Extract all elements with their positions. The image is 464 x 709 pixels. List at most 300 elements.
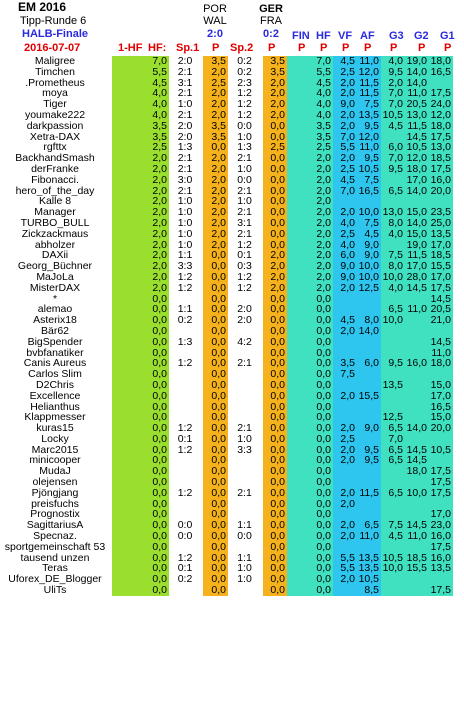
cell-hfr: 3,5 — [311, 121, 333, 132]
cell-g3: 10,0 — [382, 271, 403, 283]
player-name: SagittariusA — [26, 520, 84, 532]
player-name: BackhandSmash — [15, 153, 95, 164]
cell-sp1: 1:2 — [169, 272, 203, 283]
player-name: DAXii — [41, 250, 69, 262]
cell-g3 — [381, 132, 405, 143]
cell-sp2 — [228, 585, 263, 596]
player-name: kuras15 — [36, 423, 74, 434]
cell-af: 11,0 — [357, 142, 381, 153]
cell-g3: 6,5 — [381, 186, 405, 197]
cell-hf2: 0,0 — [144, 531, 169, 542]
cell-fin — [287, 542, 311, 553]
cell-sp1 — [169, 380, 203, 391]
cell-vf: 9,0 — [333, 272, 357, 283]
cell-p1: 0,0 — [203, 261, 228, 272]
cell-g2: 11,5 — [405, 250, 429, 261]
cell-sp2: 2:1 — [228, 186, 263, 197]
cell-g1: 14,5 — [430, 336, 451, 348]
cell-hfr: 0,0 — [311, 488, 333, 499]
player-name: abholzer — [34, 239, 76, 251]
cell-af: 9,5 — [357, 153, 381, 164]
cell-sp1: 0:1 — [169, 434, 203, 445]
cell-g3 — [381, 402, 405, 413]
cell-p2: 0,0 — [263, 337, 287, 348]
cell-g2 — [405, 391, 429, 402]
col-p-vf: P — [342, 42, 350, 54]
cell-hf2: 2,0 — [144, 283, 169, 294]
cell-sp2: 2:0 — [228, 304, 263, 315]
cell-hf1 — [112, 488, 144, 499]
cell-sp2: 2:1 — [228, 207, 263, 218]
table-row — [0, 402, 453, 413]
cell-p1: 2,0 — [203, 110, 228, 121]
cell-hfr: 0,0 — [311, 477, 333, 488]
cell-g1: 17,5 — [430, 163, 451, 175]
cell-p1: 2,0 — [203, 218, 228, 229]
cell-g3: 2,0 — [381, 78, 405, 89]
cell-hf1 — [112, 315, 144, 326]
cell-g3 — [381, 391, 405, 402]
cell-af: 7,5 — [357, 99, 381, 110]
cell-af: 8,0 — [357, 315, 381, 326]
cell-hfr: 2,0 — [311, 164, 333, 175]
cell-fin — [287, 488, 311, 499]
cell-g3: 7,5 — [381, 520, 405, 531]
cell-vf — [333, 477, 357, 488]
cell-g1: 17,0 — [430, 390, 451, 402]
cell-g3: 6,0 — [381, 142, 405, 153]
cell-sp2 — [228, 509, 263, 520]
cell-g1: 17,5 — [430, 541, 451, 553]
cell-fin — [287, 240, 311, 251]
cell-sp2: 2:3 — [228, 78, 263, 89]
col-fin: FIN — [292, 30, 310, 42]
cell-sp1: 1:2 — [169, 553, 203, 564]
player-name: MaJoLa — [36, 271, 74, 283]
cell-g1: 16,0 — [430, 552, 451, 564]
cell-g1 — [429, 369, 453, 380]
cell-hfr: 2,0 — [311, 261, 333, 272]
cell-g2 — [405, 326, 429, 337]
table-row — [0, 294, 453, 305]
table-row — [0, 175, 453, 186]
cell-hf1 — [112, 574, 144, 585]
player-name: olejensen — [32, 477, 78, 488]
cell-g1: 17,5 — [430, 477, 451, 488]
cell-p1: 0,0 — [203, 412, 228, 423]
cell-sp1 — [169, 294, 203, 305]
cell-g2 — [405, 402, 429, 413]
cell-hfr: 4,0 — [311, 99, 333, 110]
cell-af: 15,5 — [358, 390, 379, 402]
cell-vf: 2,5 — [333, 67, 357, 78]
cell-hf1 — [112, 369, 144, 380]
cell-sp1: 2:1 — [169, 67, 203, 78]
cell-sp1: 0:1 — [169, 563, 203, 574]
cell-hf2: 0,0 — [144, 499, 169, 510]
cell-sp2: 1:1 — [228, 553, 263, 564]
cell-g2 — [405, 542, 429, 553]
cell-hf2: 0,0 — [144, 488, 169, 499]
cell-g3 — [381, 585, 405, 596]
cell-sp2: 0:2 — [228, 56, 263, 67]
cell-vf — [333, 509, 357, 520]
cell-hf1 — [112, 563, 144, 574]
cell-p1: 0,0 — [203, 272, 228, 283]
cell-hf2: 0,0 — [144, 585, 169, 596]
cell-sp1: 1:0 — [169, 99, 203, 110]
cell-sp1: 2:0 — [169, 132, 203, 143]
cell-p1: 0,0 — [203, 423, 228, 434]
cell-hf1 — [112, 477, 144, 488]
cell-af: 12,0 — [358, 131, 379, 143]
cell-p2: 0,0 — [263, 520, 287, 531]
table-row — [0, 218, 453, 229]
cell-hfr: 0,0 — [311, 412, 333, 423]
cell-p2: 2,0 — [263, 78, 287, 89]
cell-g2 — [405, 294, 429, 305]
cell-af: 10,0 — [358, 271, 379, 283]
cell-fin — [287, 142, 311, 153]
cell-hfr: 0,0 — [311, 423, 333, 434]
cell-fin — [287, 585, 311, 596]
cell-p2: 0,0 — [263, 380, 287, 391]
cell-g1: 18,0 — [430, 120, 451, 132]
cell-hf2: 2,0 — [144, 207, 169, 218]
cell-fin — [287, 294, 311, 305]
cell-p2: 2,0 — [263, 261, 287, 272]
table-row — [0, 78, 453, 89]
cell-g3: 9,5 — [381, 164, 405, 175]
cell-p2: 2,0 — [263, 99, 287, 110]
cell-g3 — [381, 466, 405, 477]
cell-g3: 10,5 — [382, 552, 403, 564]
col-p1: P — [212, 42, 220, 54]
cell-p1: 0,0 — [203, 402, 228, 413]
col-g2: G2 — [414, 30, 429, 42]
cell-hf2: 0,0 — [144, 574, 169, 585]
cell-p1: 2,0 — [203, 153, 228, 164]
cell-hf1 — [112, 531, 144, 542]
cell-sp1 — [169, 402, 203, 413]
cell-g2: 28,0 — [406, 271, 427, 283]
cell-g1: 17,5 — [430, 585, 451, 596]
cell-p2: 0,0 — [263, 348, 287, 359]
stage-label: HALB-Finale — [22, 28, 88, 40]
cell-p1: 0,0 — [203, 315, 228, 326]
cell-fin — [287, 563, 311, 574]
cell-af: 10,5 — [358, 574, 379, 586]
cell-hf2: 0,0 — [144, 358, 169, 369]
cell-hf1 — [112, 326, 144, 337]
cell-hf2: 2,0 — [144, 240, 169, 251]
cell-sp1: 1:0 — [169, 240, 203, 251]
cell-g2: 13,0 — [406, 109, 427, 121]
table-row — [0, 455, 453, 466]
cell-g1: 16,5 — [430, 66, 451, 78]
cell-g3: 12,5 — [382, 412, 403, 424]
cell-g2: 11,0 — [405, 88, 429, 99]
cell-vf — [333, 294, 357, 305]
cell-hfr: 2,0 — [311, 218, 333, 229]
cell-hf1 — [112, 207, 144, 218]
cell-hf2: 4,0 — [144, 99, 169, 110]
cell-af — [357, 542, 381, 553]
table-row — [0, 337, 453, 348]
cell-g3 — [381, 348, 405, 359]
cell-hf2: 0,0 — [144, 391, 169, 402]
col-p2: P — [268, 42, 276, 54]
cell-hfr: 3,5 — [311, 132, 333, 143]
cell-hf2: 0,0 — [144, 304, 169, 315]
cell-p1: 0,0 — [203, 499, 228, 510]
cell-g2: 14,5 — [406, 455, 427, 467]
cell-sp2 — [228, 402, 263, 413]
cell-af — [357, 369, 381, 380]
cell-af — [357, 294, 381, 305]
cell-vf: 4,5 — [333, 56, 357, 67]
cell-p1: 0,0 — [203, 326, 228, 337]
cell-hf1 — [112, 250, 144, 261]
cell-hf2: 0,0 — [144, 402, 169, 413]
cell-hfr: 2,0 — [311, 153, 333, 164]
cell-fin — [287, 196, 311, 207]
cell-g1: 12,0 — [430, 109, 451, 121]
cell-g3: 4,0 — [381, 56, 405, 67]
col-hf: HF — [316, 30, 331, 42]
cell-af — [357, 509, 381, 520]
cell-sp1 — [169, 477, 203, 488]
cell-fin — [287, 337, 311, 348]
cell-af: 10,0 — [358, 207, 379, 218]
cell-vf: 2,0 — [333, 423, 357, 434]
cell-g1 — [429, 574, 453, 585]
cell-vf: 2,5 — [333, 434, 357, 445]
cell-hf2: 2,0 — [144, 261, 169, 272]
cell-sp2: 0:0 — [228, 121, 263, 132]
cell-vf — [333, 380, 357, 391]
cell-p2: 3,5 — [263, 67, 287, 78]
date-label: 2016-07-07 — [24, 42, 81, 54]
cell-p2: 0,0 — [263, 531, 287, 542]
cell-g2 — [405, 412, 429, 423]
cell-g3: 7,0 — [381, 88, 405, 99]
cell-sp2: 1:3 — [228, 142, 263, 153]
cell-vf: 2,0 — [333, 121, 357, 132]
cell-p2: 0,0 — [263, 175, 287, 186]
cell-hfr: 0,0 — [311, 509, 333, 520]
cell-hf1 — [112, 132, 144, 143]
cell-sp2: 1:2 — [228, 240, 263, 251]
cell-g1: 23,5 — [430, 207, 451, 218]
cell-sp2: 3:3 — [228, 445, 263, 456]
cell-sp1: 2:0 — [169, 56, 203, 67]
cell-hf1 — [112, 196, 144, 207]
cell-g1: 18,5 — [430, 250, 451, 262]
col-p-g1: P — [444, 42, 452, 54]
cell-p2: 0,0 — [263, 563, 287, 574]
table-row — [0, 434, 453, 445]
col-g3: G3 — [389, 30, 404, 42]
cell-af: 11,0 — [357, 531, 381, 542]
player-name: UliTs — [43, 585, 67, 596]
cell-g1: 17,5 — [430, 88, 451, 100]
table-row — [0, 369, 453, 380]
cell-sp2 — [228, 542, 263, 553]
cell-p1: 2,0 — [203, 186, 228, 197]
cell-sp1: 2:1 — [169, 110, 203, 121]
cell-p1: 2,0 — [203, 175, 228, 186]
cell-sp2: 0:1 — [228, 250, 263, 261]
cell-g3: 6,5 — [381, 445, 405, 456]
cell-hf2: 0,0 — [144, 337, 169, 348]
cell-hf1 — [112, 142, 144, 153]
cell-vf: 4,5 — [333, 175, 357, 186]
player-name: D2Chris — [36, 379, 74, 391]
table-row — [0, 121, 453, 132]
cell-hfr: 2,0 — [311, 272, 333, 283]
cell-fin — [287, 402, 311, 413]
cell-af — [357, 434, 381, 445]
cell-hfr: 5,5 — [311, 67, 333, 78]
cell-g3: 7,0 — [381, 153, 405, 164]
cell-g1 — [429, 434, 453, 445]
cell-p2: 0,0 — [263, 402, 287, 413]
cell-fin — [287, 499, 311, 510]
cell-sp2: 1:0 — [228, 574, 263, 585]
cell-g3 — [381, 369, 405, 380]
cell-hfr: 4,0 — [311, 88, 333, 99]
cell-fin — [287, 412, 311, 423]
player-name: Tiger — [43, 99, 67, 110]
cell-p1: 0,0 — [203, 304, 228, 315]
cell-p2: 0,0 — [263, 315, 287, 326]
cell-hf2: 2,0 — [144, 153, 169, 164]
cell-sp1 — [169, 326, 203, 337]
player-name: Xetra-DAX — [29, 131, 81, 143]
cell-hfr: 0,0 — [311, 358, 333, 369]
cell-p1: 0,0 — [203, 455, 228, 466]
player-name: Teras — [42, 563, 68, 575]
player-name: Prognostix — [30, 509, 80, 521]
table-row — [0, 391, 453, 402]
player-name: Excellence — [29, 390, 81, 402]
cell-g1: 13,5 — [430, 563, 451, 575]
cell-g3: 8,0 — [381, 218, 405, 229]
cell-p2: 0,0 — [263, 218, 287, 229]
cell-g1: 15,0 — [430, 379, 451, 391]
cell-g2: 11,5 — [405, 121, 429, 132]
cell-hf2: 0,0 — [144, 315, 169, 326]
cell-fin — [287, 445, 311, 456]
table-row — [0, 164, 453, 175]
cell-fin — [287, 207, 311, 218]
cell-vf: 2,0 — [333, 283, 357, 294]
cell-g1: 17,5 — [430, 282, 451, 294]
table-row — [0, 56, 453, 67]
cell-hfr: 0,0 — [311, 445, 333, 456]
cell-p1: 0,0 — [203, 337, 228, 348]
cell-af: 9,0 — [357, 250, 381, 261]
player-name: Fibonacci. — [31, 174, 79, 186]
cell-p2: 0,0 — [263, 207, 287, 218]
cell-g1: 10,5 — [430, 444, 451, 456]
cell-fin — [287, 229, 311, 240]
cell-hf2: 2,0 — [144, 229, 169, 240]
cell-af: 11,5 — [357, 88, 381, 99]
cell-g1: 18,0 — [430, 56, 451, 67]
cell-hf1 — [112, 67, 144, 78]
cell-vf: 2,0 — [333, 488, 357, 499]
cell-p2: 2,0 — [263, 110, 287, 121]
cell-p1: 2,0 — [203, 164, 228, 175]
player-name: sportgemeinschaft 53 — [4, 541, 106, 553]
table-row — [0, 196, 453, 207]
cell-sp2: 1:0 — [228, 434, 263, 445]
cell-g2 — [405, 434, 429, 445]
cell-g3: 6,5 — [381, 423, 405, 434]
cell-hf2: 5,5 — [144, 67, 169, 78]
player-name: Pjöngjang — [31, 487, 79, 499]
cell-p1: 0,0 — [203, 531, 228, 542]
player-name: rgfttx — [43, 142, 67, 154]
cell-vf: 2,0 — [333, 110, 357, 121]
cell-sp1 — [169, 499, 203, 510]
cell-g3 — [381, 196, 405, 207]
cell-fin — [287, 509, 311, 520]
cell-hf2: 4,5 — [144, 78, 169, 89]
cell-g2: 10,5 — [406, 142, 427, 154]
cell-hfr: 0,0 — [311, 304, 333, 315]
cell-vf: 5,5 — [333, 563, 357, 574]
cell-sp2 — [228, 455, 263, 466]
cell-sp2 — [228, 466, 263, 477]
cell-af: 16,5 — [358, 185, 379, 197]
cell-p1: 0,0 — [203, 563, 228, 574]
cell-p1: 0,0 — [203, 477, 228, 488]
cell-g1: 17,5 — [430, 131, 451, 143]
cell-fin — [287, 110, 311, 121]
cell-vf: 2,0 — [333, 207, 357, 218]
cell-g3: 10,0 — [382, 315, 403, 326]
cell-hfr: 0,0 — [311, 348, 333, 359]
cell-p1: 2,0 — [203, 207, 228, 218]
cell-g2: 18,0 — [406, 466, 427, 478]
cell-vf: 2,0 — [333, 499, 357, 510]
cell-vf: 4,0 — [333, 240, 357, 251]
cell-g1: 17,0 — [430, 239, 451, 251]
player-name: Uforex_DE_Blogger — [8, 574, 102, 586]
col-g1: G1 — [440, 30, 455, 42]
cell-g3 — [381, 574, 405, 585]
cell-hf2: 0,0 — [144, 369, 169, 380]
cell-sp1 — [169, 466, 203, 477]
cell-fin — [287, 164, 311, 175]
cell-g2: 18,0 — [406, 163, 427, 175]
cell-sp2: 1:2 — [228, 272, 263, 283]
table-row — [0, 229, 453, 240]
cell-g1 — [429, 455, 453, 466]
cell-g1: 13,0 — [430, 142, 451, 154]
cell-p1: 0,0 — [203, 488, 228, 499]
cell-g1: 15,0 — [430, 412, 451, 424]
cell-sp2: 2:1 — [228, 423, 263, 434]
cell-g2 — [405, 369, 429, 380]
cell-g1: 17,5 — [430, 487, 451, 499]
table-row — [0, 283, 453, 294]
cell-sp2 — [228, 326, 263, 337]
player-name: Specnaz. — [33, 531, 77, 542]
